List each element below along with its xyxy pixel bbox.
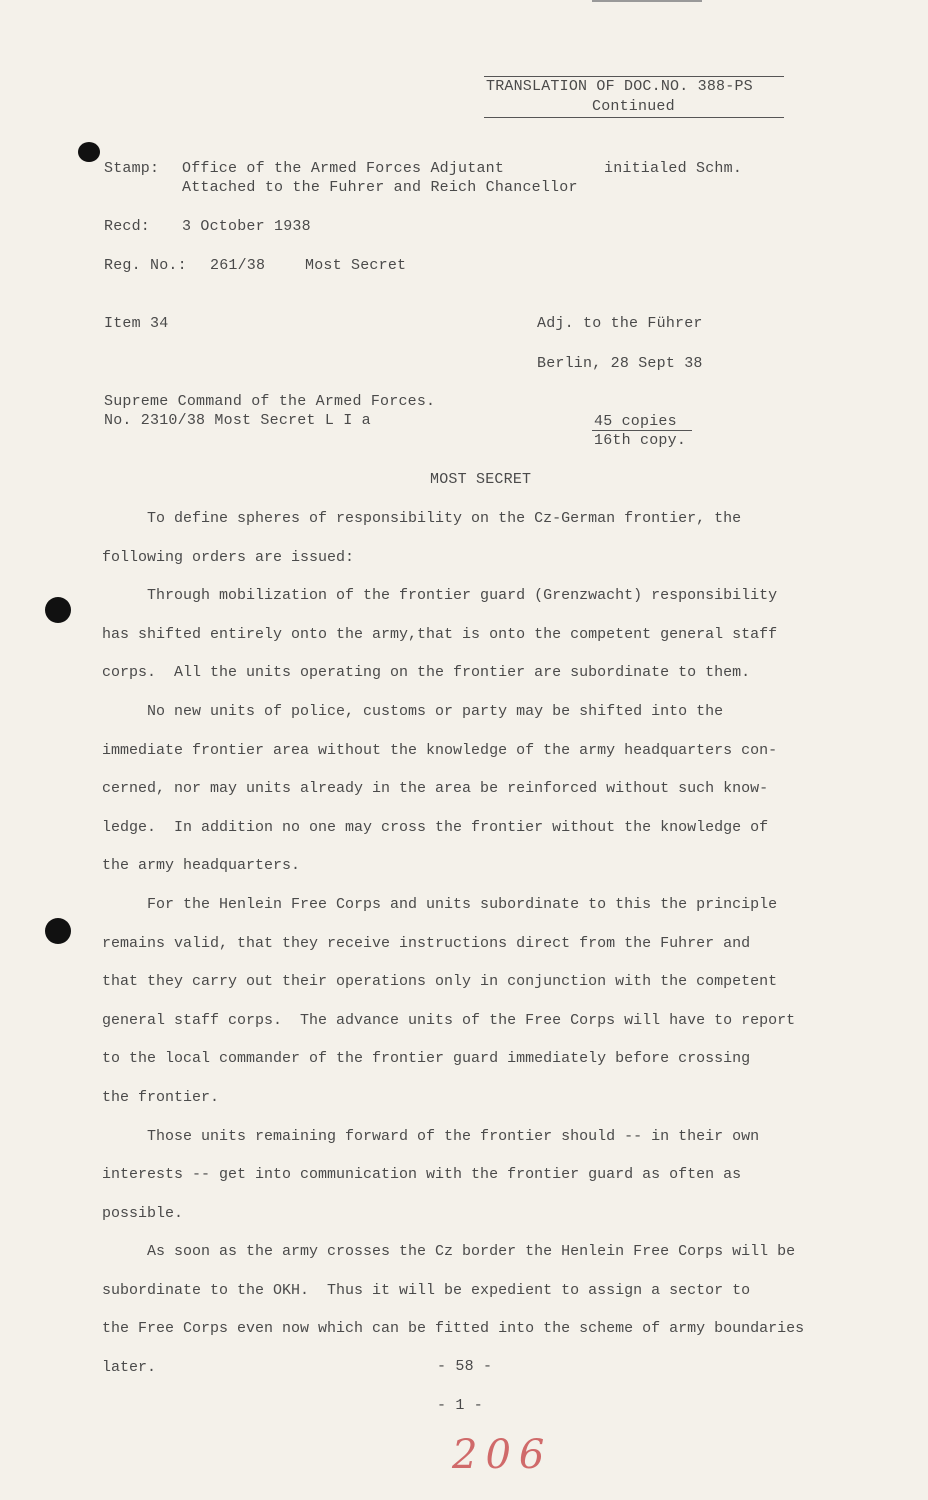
para-4-line-4: general staff corps. The advance units of the Free Corps will have to report [102, 1011, 796, 1029]
copies-rule [592, 430, 692, 431]
header-subtitle: Continued [592, 98, 675, 115]
stamp-line-1: Office of the Armed Forces Adjutant [182, 160, 505, 177]
para-6-line-3: the Free Corps even now which can be fitted into the scheme of army boundaries [102, 1320, 805, 1338]
reg-number: 261/38 [210, 257, 266, 274]
recd-value: 3 October 1938 [182, 218, 311, 235]
item-label: Item 34 [104, 315, 169, 332]
recd-label: Recd: [104, 218, 151, 235]
header-title: TRANSLATION OF DOC.NO. 388-PS [486, 78, 753, 95]
para-4-line-5: to the local commander of the frontier guard immediately before crossing [102, 1050, 751, 1068]
adjutant-line: Adj. to the Führer [537, 315, 703, 332]
para-3-line-3: cerned, nor may units already in the area be reinforced without such know- [102, 780, 769, 798]
para-6-line-2: subordinate to the OKH. Thus it will be expedient to assign a sector to [102, 1281, 751, 1299]
para-2-line-2: has shifted entirely onto the army,that is onto the competent general staff [102, 625, 778, 643]
page-number-main: - 58 - [437, 1358, 493, 1375]
para-5-line-1: Those units remaining forward of the frontier should -- in their own [102, 1127, 760, 1145]
stamp-line-2: Attached to the Fuhrer and Reich Chancellor [182, 179, 578, 196]
place-date: Berlin, 28 Sept 38 [537, 355, 703, 372]
top-edge-mark [592, 0, 702, 2]
para-4-line-3: that they carry out their operations only in conjunction with the competent [102, 973, 778, 991]
para-3-line-2: immediate frontier area without the knowledge of the army headquarters con- [102, 741, 778, 759]
header-bottom-rule [484, 117, 784, 118]
command-line-2: No. 2310/38 Most Secret L I a [104, 412, 371, 429]
para-4-line-6: the frontier. [102, 1088, 220, 1106]
stamp-initialed: initialed Schm. [604, 160, 743, 177]
para-4-line-2: remains valid, that they receive instructions direct from the Fuhrer and [102, 934, 751, 952]
para-5-line-2: interests -- get into communication with the frontier guard as often as [102, 1166, 742, 1184]
body-text [102, 500, 862, 1388]
punch-hole-middle [45, 597, 71, 623]
para-2-line-3: corps. All the units operating on the frontier are subordinate to them. [102, 664, 751, 682]
command-line-1: Supreme Command of the Armed Forces. [104, 393, 436, 410]
para-2-line-1: Through mobilization of the frontier guard (Grenzwacht) responsibility [102, 587, 778, 605]
para-1-line-2: following orders are issued: [102, 548, 355, 566]
copies-this: 16th copy. [594, 432, 687, 449]
para-3-line-1: No new units of police, customs or party may be shifted into the [102, 702, 724, 720]
para-6-line-1: As soon as the army crosses the Cz border the Henlein Free Corps will be [102, 1243, 796, 1261]
page-number-sub: - 1 - [437, 1397, 484, 1414]
reg-classification: Most Secret [305, 257, 407, 274]
para-1-line-1: To define spheres of responsibility on the Cz-German frontier, the [102, 510, 742, 527]
document-heading: MOST SECRET [430, 471, 532, 488]
para-4-line-1: For the Henlein Free Corps and units subordinate to this the principle [102, 895, 778, 913]
para-6-line-4: later. [102, 1359, 157, 1377]
punch-hole-top [78, 142, 100, 162]
copies-total: 45 copies [594, 413, 677, 430]
para-5-line-3: possible. [102, 1204, 184, 1222]
stamp-label: Stamp: [104, 160, 160, 177]
reg-label: Reg. No.: [104, 257, 187, 274]
handwritten-page-number: 206 [452, 1432, 553, 1478]
header-top-rule [484, 76, 784, 77]
para-3-line-5: the army headquarters. [102, 857, 301, 875]
para-3-line-4: ledge. In addition no one may cross the frontier without the knowledge of [102, 818, 769, 836]
punch-hole-lower [45, 918, 71, 944]
